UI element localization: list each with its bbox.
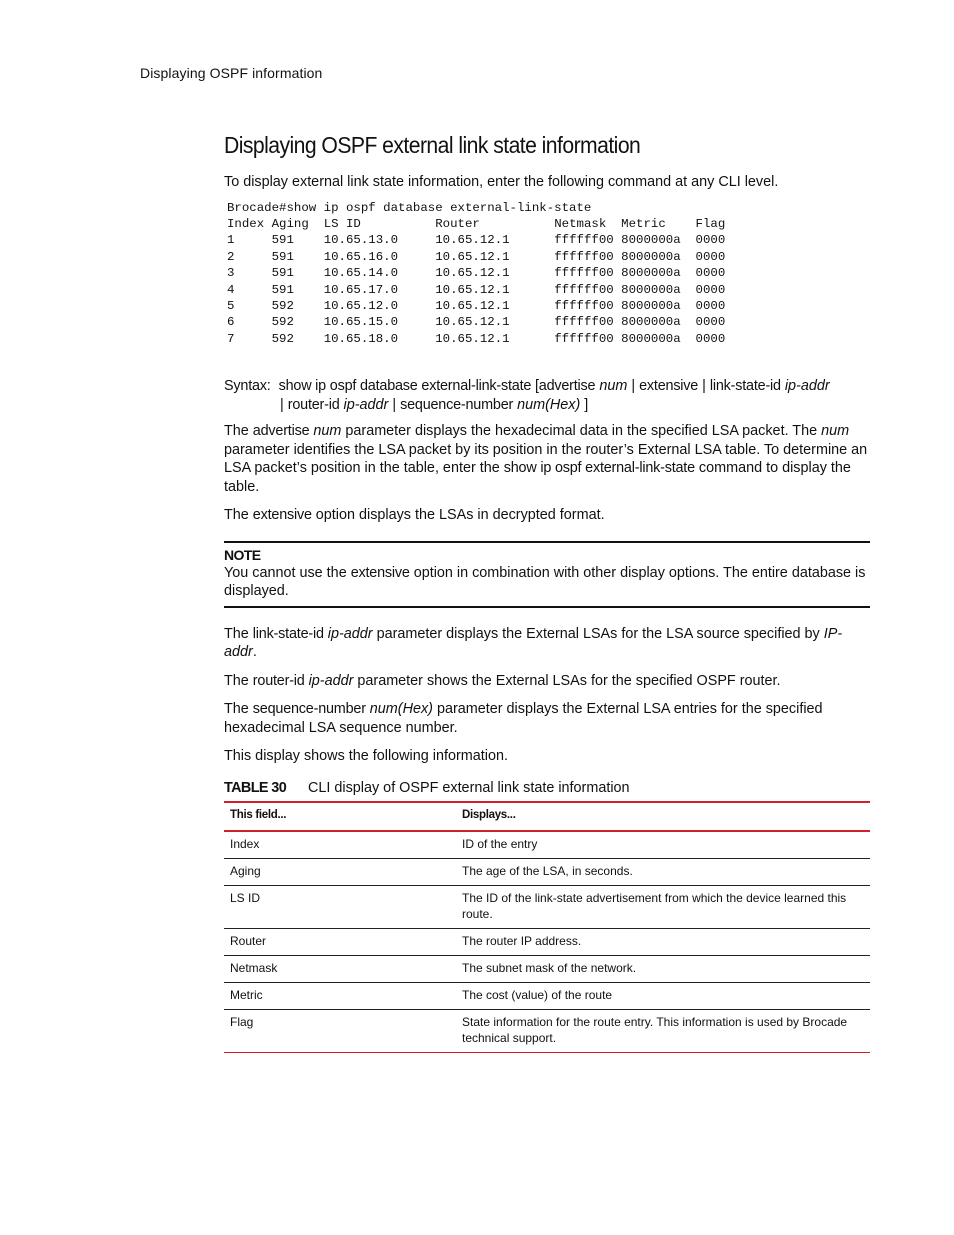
cli-cell: ffffff00 (554, 233, 614, 248)
syntax-sequence-number: sequence-number (400, 397, 514, 414)
advertise-paragraph: The advertise num parameter displays the hexadecimal data in the specified LSA packet. The num parameter identifies the LSA packet by its position in the router’s External LSA table. To determine an LSA packet’s position in the table, enter the show ip ospf external-link-state command to display the table. (224, 423, 868, 495)
table-cell-field: Index (224, 831, 456, 859)
syntax-num-hex-arg: num(Hex) (517, 397, 581, 414)
cli-cell: 2 (227, 249, 235, 264)
table-row (224, 955, 870, 982)
table-cell-field: Aging (224, 858, 456, 885)
cli-cell: 591 (271, 282, 294, 297)
table-header-row (224, 802, 870, 831)
cli-cell: 592 (271, 298, 294, 313)
table-cell-description: The cost (value) of the route (456, 982, 870, 1009)
cli-row (227, 266, 725, 280)
table-row (224, 858, 870, 885)
cli-cell: 10.65.12.1 (435, 315, 510, 330)
router-id-paragraph: The router-id ip-addr parameter shows the External LSAs for the specified OSPF router. (224, 672, 781, 689)
syntax-extensive: extensive (639, 378, 699, 395)
cli-cell: ffffff00 (554, 331, 614, 346)
table-cell-field: LS ID (224, 885, 456, 928)
cli-row (227, 332, 725, 346)
note-box (224, 541, 870, 608)
syntax-separator: | (388, 397, 401, 414)
cli-cell: 6 (227, 315, 235, 330)
cli-cell: 10.65.14.0 (323, 266, 399, 281)
cli-cell: 8000000a (621, 249, 681, 264)
table-number: TABLE 30 (224, 779, 287, 796)
cli-cell: 10.65.12.0 (323, 298, 399, 313)
cli-cell: ffffff00 (554, 282, 614, 297)
table-cell-field: Flag (224, 1009, 456, 1052)
syntax-separator: | (627, 378, 640, 395)
running-header: Displaying OSPF information (140, 65, 323, 81)
syntax-link-state-id: link-state-id (709, 378, 781, 395)
cli-cell: ffffff00 (554, 249, 614, 264)
sequence-number-paragraph: The sequence-number num(Hex) parameter displays the External LSA entries for the specified hexadecimal LSA sequence number. (224, 701, 823, 736)
table-row (224, 928, 870, 955)
table-header-field: This field... (224, 802, 456, 831)
table-body (224, 831, 870, 1053)
syntax-command: show ip ospf database external-link-state [ (278, 378, 539, 395)
cli-output-block (227, 200, 870, 348)
cli-cell: 8000000a (621, 331, 681, 346)
note-title: NOTE (224, 546, 261, 563)
cli-cell: 10.65.12.1 (435, 331, 510, 346)
table-row (224, 831, 870, 859)
syntax-separator: | (280, 397, 288, 414)
intro-paragraph: To display external link state information, enter the following command at any CLI level. (224, 174, 779, 190)
cli-row (227, 283, 725, 297)
cli-cell: 591 (271, 266, 294, 281)
table-cell-description: State information for the route entry. This information is used by Brocade technical support. (456, 1009, 870, 1052)
cli-cell: ffffff00 (554, 298, 614, 313)
cli-cell: 10.65.12.1 (435, 266, 510, 281)
display-intro-paragraph: This display shows the following information. (224, 748, 508, 765)
cli-cell: LS ID (323, 216, 361, 231)
cli-row (227, 233, 725, 247)
table-cell-field: Netmask (224, 955, 456, 982)
cli-cell: 10.65.12.1 (435, 233, 510, 248)
cli-cell: ffffff00 (554, 315, 614, 330)
cli-cell: 0000 (695, 233, 726, 248)
table-row (224, 885, 870, 928)
table-cell-description: The router IP address. (456, 928, 870, 955)
syntax-ip-addr-arg: ip-addr (784, 378, 830, 395)
cli-row (227, 250, 725, 264)
page-content (224, 132, 870, 1053)
cli-cell: Metric (621, 216, 666, 231)
cli-row (227, 315, 725, 329)
syntax-num-arg: num (599, 378, 628, 395)
cli-cell: 591 (271, 249, 294, 264)
cli-cell: 8000000a (621, 298, 681, 313)
table-cell-field: Metric (224, 982, 456, 1009)
cli-cell: Router (435, 216, 480, 231)
cli-cell: 0000 (695, 315, 726, 330)
syntax-line-1 (224, 377, 870, 396)
section-title: Displaying OSPF external link state information (224, 132, 641, 158)
cli-cell: 8000000a (621, 282, 681, 297)
cli-cell: Netmask (554, 216, 607, 231)
syntax-ip-addr-arg: ip-addr (343, 397, 389, 414)
cli-cell: 8000000a (621, 315, 681, 330)
syntax-router-id: router-id (287, 397, 340, 414)
cli-cell: 592 (271, 315, 294, 330)
field-description-table (224, 801, 870, 1053)
cli-header-line (227, 217, 725, 231)
table-cell-field: Router (224, 928, 456, 955)
link-state-id-paragraph: The link-state-id ip-addr parameter displays the External LSAs for the LSA source specified by IP-addr. (224, 625, 843, 661)
cli-cell: 10.65.15.0 (323, 315, 399, 330)
table-row (224, 1009, 870, 1052)
table-cell-description: The age of the LSA, in seconds. (456, 858, 870, 885)
cli-cell: ffffff00 (554, 266, 614, 281)
cli-cell: 7 (227, 331, 235, 346)
syntax-line-2 (224, 396, 870, 415)
cli-row (227, 299, 725, 313)
cli-cell: 5 (227, 298, 235, 313)
cli-cell: 8000000a (621, 233, 681, 248)
cli-cell: 592 (271, 331, 294, 346)
table-caption (224, 780, 870, 796)
cli-cell: 3 (227, 266, 235, 281)
cli-cell: 4 (227, 282, 235, 297)
syntax-close-bracket: ] (580, 397, 589, 414)
table-header-displays: Displays... (456, 802, 870, 831)
cli-cell: 10.65.16.0 (323, 249, 399, 264)
syntax-block (224, 377, 870, 415)
cli-cell: 591 (271, 233, 294, 248)
syntax-label: Syntax: (224, 378, 271, 395)
table-row (224, 982, 870, 1009)
cli-cell: 0000 (695, 266, 726, 281)
cli-cell: 1 (227, 233, 235, 248)
cli-cell: 0000 (695, 298, 726, 313)
cli-cell: Index (227, 216, 265, 231)
table-cell-description: ID of the entry (456, 831, 870, 859)
cli-cell: 10.65.12.1 (435, 298, 510, 313)
table-caption-text: CLI display of OSPF external link state information (308, 779, 630, 796)
cli-cell: 0000 (695, 282, 726, 297)
cli-cell: 0000 (695, 249, 726, 264)
syntax-separator: | (698, 378, 710, 395)
cli-cell: 10.65.18.0 (323, 331, 399, 346)
cli-cell: 10.65.12.1 (435, 282, 510, 297)
extensive-paragraph: The extensive option displays the LSAs in decrypted format. (224, 507, 605, 524)
cli-cell: 10.65.13.0 (323, 233, 399, 248)
syntax-advertise: advertise (538, 378, 596, 395)
cli-cell: 8000000a (621, 266, 681, 281)
cli-cell: Flag (695, 216, 726, 231)
cli-cell: 0000 (695, 331, 726, 346)
cli-command: Brocade#show ip ospf database external-link-state (227, 200, 592, 215)
note-text: You cannot use the extensive option in combination with other display options. The entire database is displayed. (224, 564, 866, 600)
cli-cell: 10.65.17.0 (323, 282, 399, 297)
table-cell-description: The subnet mask of the network. (456, 955, 870, 982)
cli-cell: Aging (271, 216, 309, 231)
table-cell-description: The ID of the link-state advertisement from which the device learned this route. (456, 885, 870, 928)
cli-cell: 10.65.12.1 (435, 249, 510, 264)
